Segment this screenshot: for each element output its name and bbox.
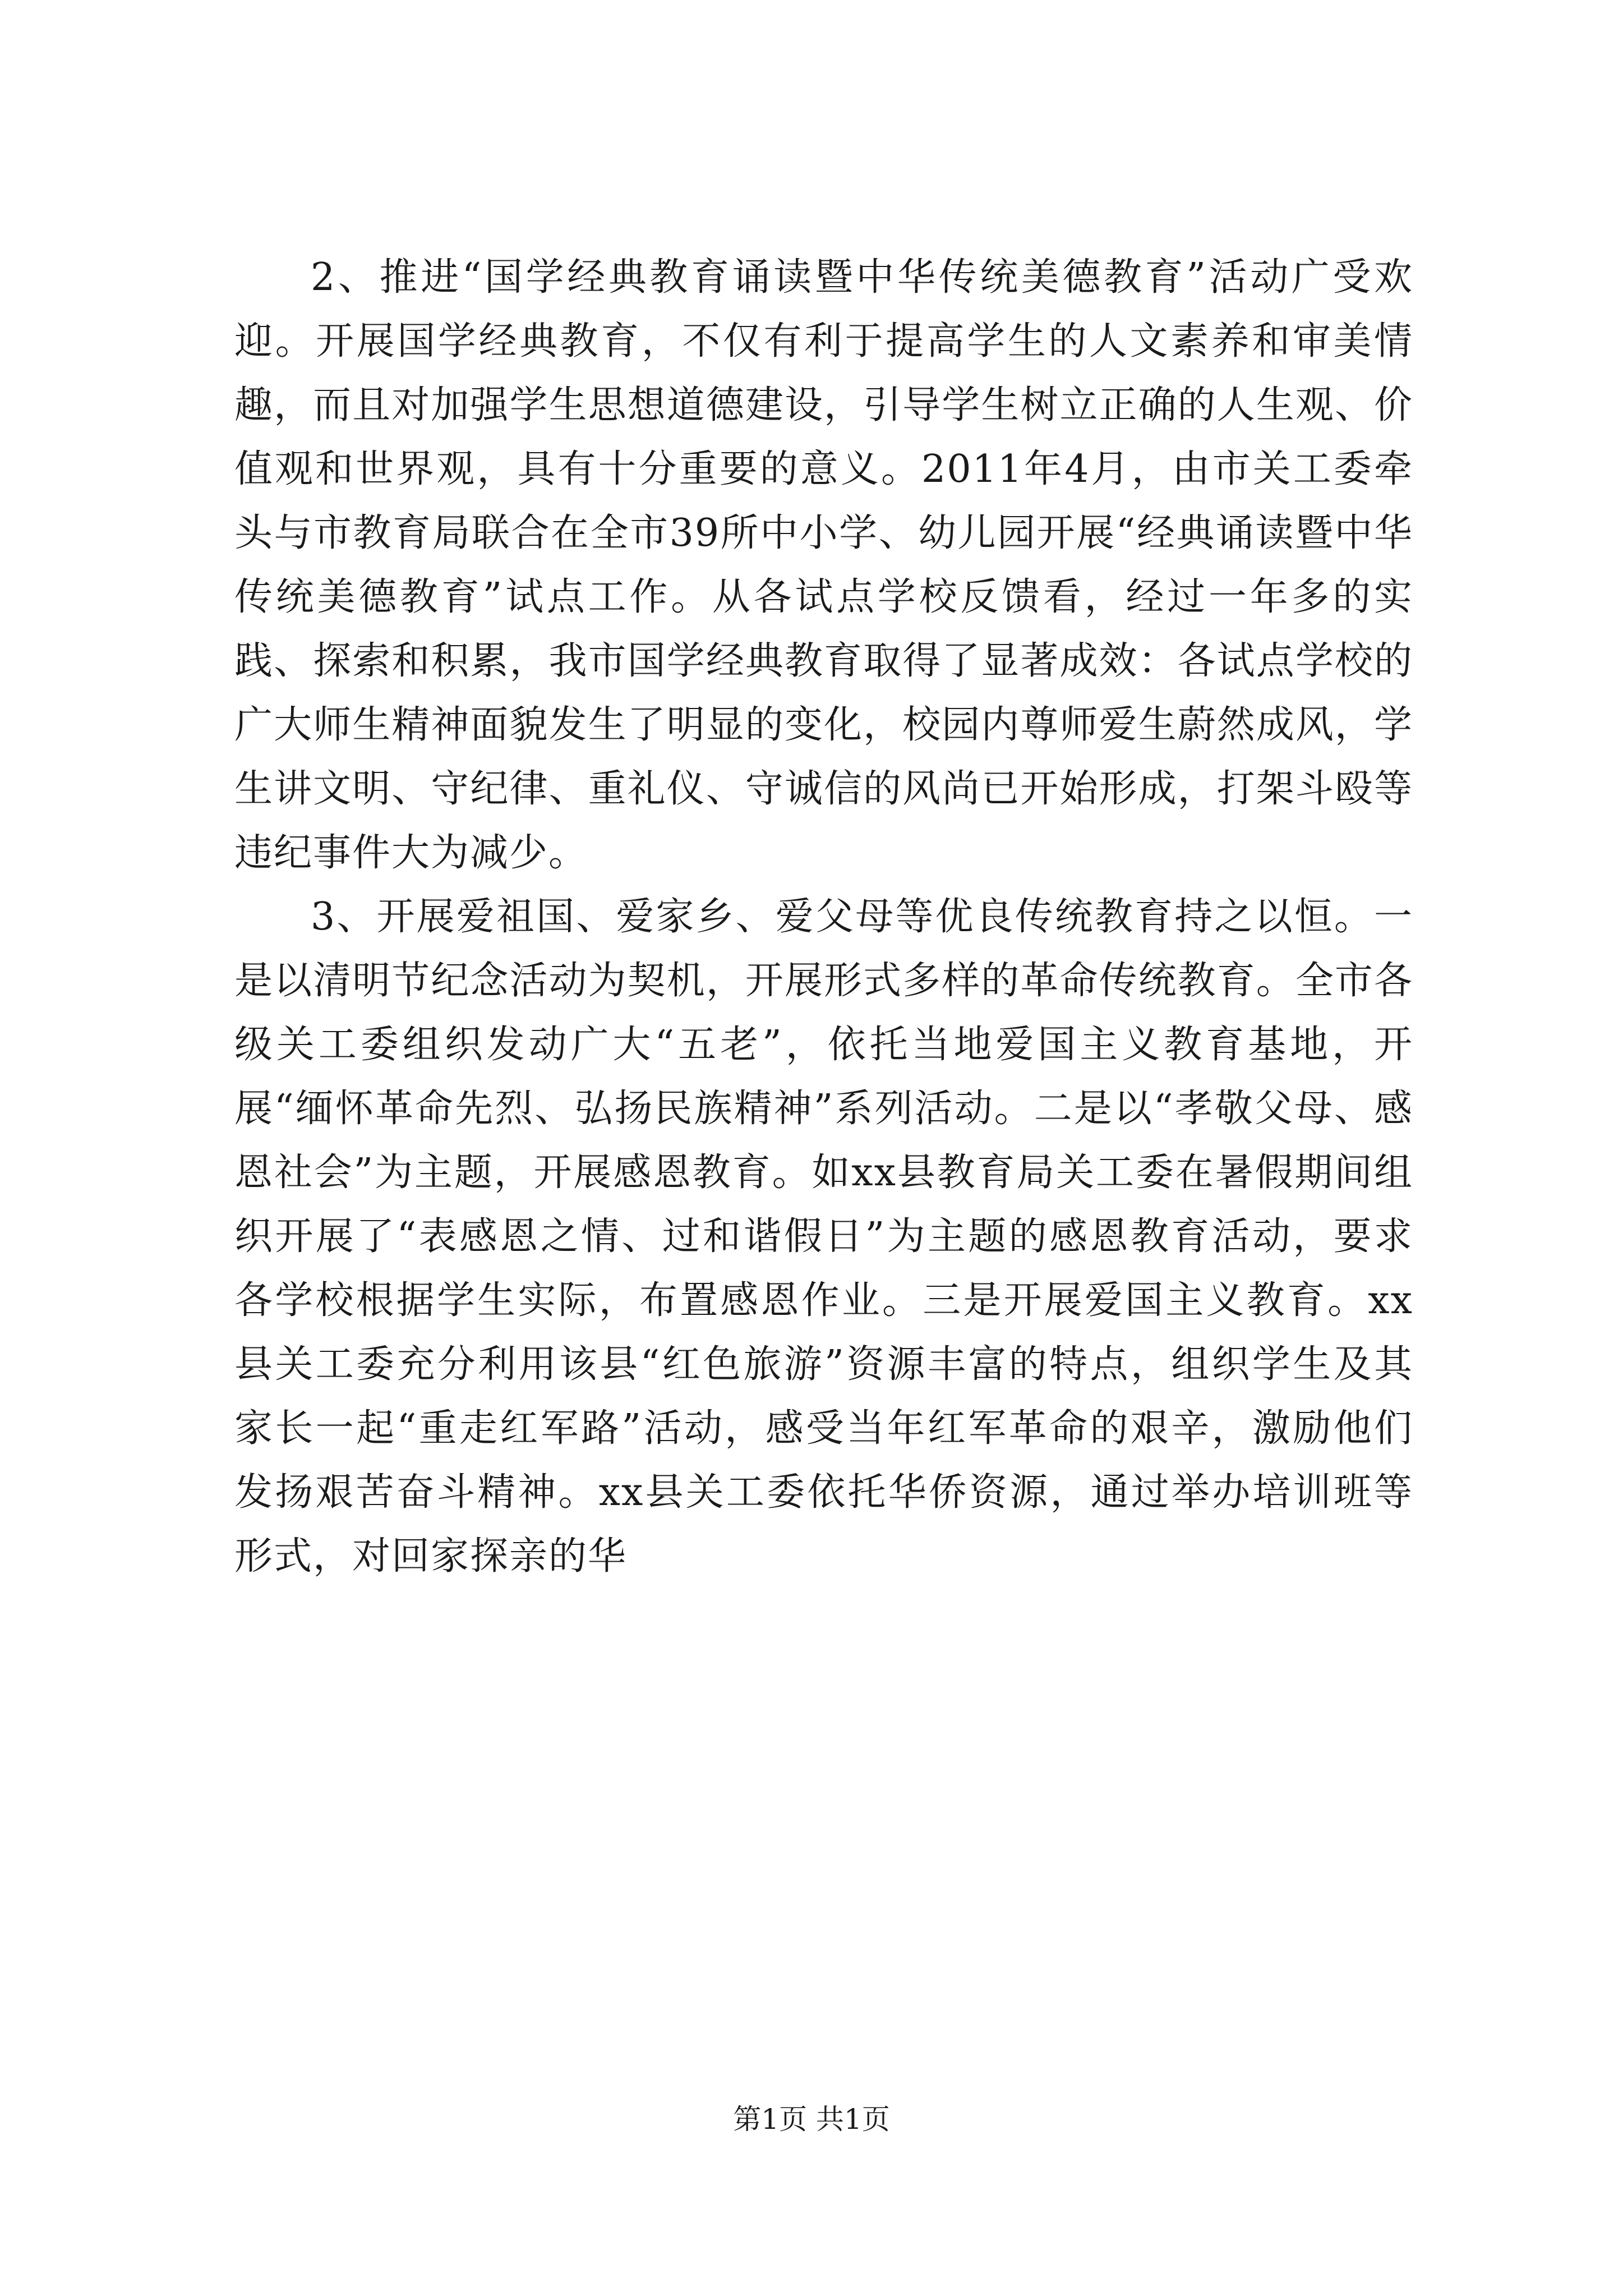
- paragraph-3: 3、开展爱祖国、爱家乡、爱父母等优良传统教育持之以恒。一是以清明节纪念活动为契机，开展形式多样的革命传统教育。全市各级关工委组织发动广大“五老”，依托当地爱国主义教育基地，开展“缅怀革命先烈、弘扬民族精神”系列活动。二是以“孝敬父母、感恩社会”为主题，开展感恩教育。如xx县教育局关工委在暑假期间组织开展了“表感恩之情、过和谐假日”为主题的感恩教育活动，要求各学校根据学生实际，布置感恩作业。三是开展爱国主义教育。xx县关工委充分利用该县“红色旅游”资源丰富的特点，组织学生及其家长一起“重走红军路”活动，感受当年红军革命的艰辛，激励他们发扬艰苦奋斗精神。xx县关工委依托华侨资源，通过举办培训班等形式，对回家探亲的华: [234, 895, 1413, 1579]
- paragraph-2: 2、推进“国学经典教育诵读暨中华传统美德教育”活动广受欢迎。开展国学经典教育，不仅有利于提高学生的人文素养和审美情趣，而且对加强学生思想道德建设，引导学生树立正确的人生观、价值观和世界观，具有十分重要的意义。2011年4月，由市关工委牵头与市教育局联合在全市39所中小学、幼儿园开展“经典诵读暨中华传统美德教育”试点工作。从各试点学校反馈看，经过一年多的实践、探索和积累，我市国学经典教育取得了显著成效：各试点学校的广大师生精神面貌发生了明显的变化，校园内尊师爱生蔚然成风，学生讲文明、守纪律、重礼仪、守诚信的风尚已开始形成，打架斗殴等违纪事件大为减少。: [234, 255, 1413, 875]
- document-body: [234, 246, 1413, 1589]
- page-footer: 第1页 共1页: [733, 2103, 890, 2136]
